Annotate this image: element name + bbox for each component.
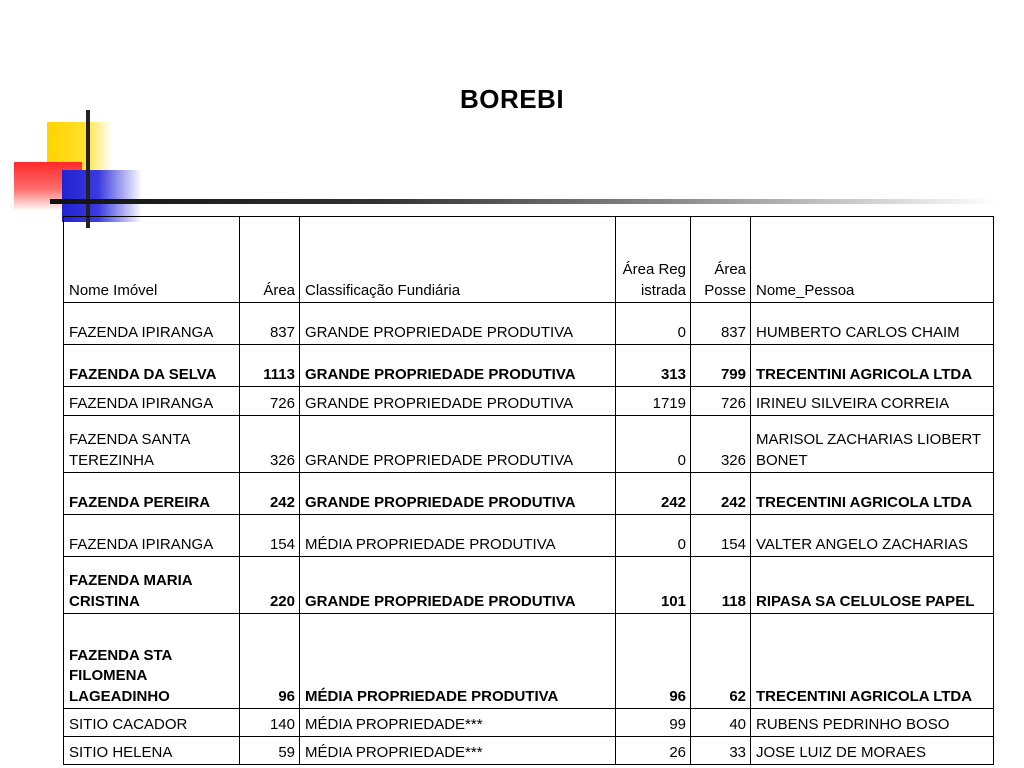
- table-row: [64, 416, 994, 473]
- header-nome-imovel: Nome Imóvel: [64, 217, 240, 303]
- cell-nome-pessoa: RIPASA SA CELULOSE PAPEL: [751, 557, 994, 614]
- cell-area: 242: [240, 473, 300, 515]
- cell-nome-imovel: SITIO HELENA: [64, 737, 240, 765]
- cell-area-registrada: 0: [616, 416, 691, 473]
- cell-classificacao: MÉDIA PROPRIEDADE***: [300, 737, 616, 765]
- cell-classificacao: MÉDIA PROPRIEDADE PRODUTIVA: [300, 515, 616, 557]
- header-area-registrada: Área Registrada: [616, 217, 691, 303]
- cell-nome-imovel: FAZENDA STA FILOMENA LAGEADINHO: [64, 614, 240, 709]
- cell-classificacao: GRANDE PROPRIEDADE PRODUTIVA: [300, 387, 616, 416]
- header-nome-pessoa: Nome_Pessoa: [751, 217, 994, 303]
- cell-area-posse: 154: [691, 515, 751, 557]
- cell-area: 1113: [240, 345, 300, 387]
- cell-nome-imovel: FAZENDA DA SELVA: [64, 345, 240, 387]
- table-row: [64, 515, 994, 557]
- cell-area-posse: 242: [691, 473, 751, 515]
- cell-nome-pessoa: RUBENS PEDRINHO BOSO: [751, 709, 994, 737]
- cell-area-registrada: 0: [616, 303, 691, 345]
- cell-nome-pessoa: TRECENTINI AGRICOLA LTDA: [751, 473, 994, 515]
- cell-nome-imovel: FAZENDA PEREIRA: [64, 473, 240, 515]
- header-row: [64, 217, 994, 303]
- cell-area-registrada: 313: [616, 345, 691, 387]
- cell-nome-pessoa: JOSE LUIZ DE MORAES: [751, 737, 994, 765]
- cell-area-posse: 799: [691, 345, 751, 387]
- page-title: BOREBI: [459, 84, 565, 114]
- cell-classificacao: MÉDIA PROPRIEDADE PRODUTIVA: [300, 614, 616, 709]
- header-classificacao: Classificação Fundiária: [300, 217, 616, 303]
- cell-area: 220: [240, 557, 300, 614]
- title-divider-line: [50, 199, 1000, 204]
- cell-nome-imovel: FAZENDA IPIRANGA: [64, 303, 240, 345]
- cell-area-registrada: 101: [616, 557, 691, 614]
- logo-blue-square: [62, 170, 142, 222]
- cell-nome-pessoa: MARISOL ZACHARIAS LIOBERT BONET: [751, 416, 994, 473]
- header-area: Área: [240, 217, 300, 303]
- table-row: [64, 345, 994, 387]
- cell-classificacao: MÉDIA PROPRIEDADE***: [300, 709, 616, 737]
- cell-area-posse: 118: [691, 557, 751, 614]
- table-row: [64, 737, 994, 765]
- cell-area: 59: [240, 737, 300, 765]
- cell-classificacao: GRANDE PROPRIEDADE PRODUTIVA: [300, 416, 616, 473]
- cell-nome-imovel: FAZENDA IPIRANGA: [64, 387, 240, 416]
- cell-classificacao: GRANDE PROPRIEDADE PRODUTIVA: [300, 303, 616, 345]
- cell-area-registrada: 96: [616, 614, 691, 709]
- table-row: [64, 473, 994, 515]
- cell-area: 326: [240, 416, 300, 473]
- cell-area-posse: 326: [691, 416, 751, 473]
- cell-area-posse: 62: [691, 614, 751, 709]
- cell-area: 837: [240, 303, 300, 345]
- logo-vertical-line: [86, 110, 90, 228]
- cell-nome-pessoa: HUMBERTO CARLOS CHAIM: [751, 303, 994, 345]
- cell-area-registrada: 1719: [616, 387, 691, 416]
- cell-classificacao: GRANDE PROPRIEDADE PRODUTIVA: [300, 345, 616, 387]
- cell-classificacao: GRANDE PROPRIEDADE PRODUTIVA: [300, 473, 616, 515]
- cell-nome-imovel: FAZENDA MARIA CRISTINA: [64, 557, 240, 614]
- cell-nome-pessoa: TRECENTINI AGRICOLA LTDA: [751, 345, 994, 387]
- cell-nome-imovel: FAZENDA SANTA TEREZINHA: [64, 416, 240, 473]
- table-row: [64, 303, 994, 345]
- header-area-posse: Área Posse: [691, 217, 751, 303]
- cell-area-posse: 40: [691, 709, 751, 737]
- cell-nome-pessoa: TRECENTINI AGRICOLA LTDA: [751, 614, 994, 709]
- table-row: [64, 709, 994, 737]
- cell-area: 96: [240, 614, 300, 709]
- cell-area-registrada: 99: [616, 709, 691, 737]
- cell-area: 726: [240, 387, 300, 416]
- cell-nome-pessoa: IRINEU SILVEIRA CORREIA: [751, 387, 994, 416]
- cell-area: 154: [240, 515, 300, 557]
- cell-area-posse: 726: [691, 387, 751, 416]
- cell-nome-imovel: FAZENDA IPIRANGA: [64, 515, 240, 557]
- cell-classificacao: GRANDE PROPRIEDADE PRODUTIVA: [300, 557, 616, 614]
- cell-area: 140: [240, 709, 300, 737]
- property-table: [63, 216, 994, 765]
- cell-nome-pessoa: VALTER ANGELO ZACHARIAS: [751, 515, 994, 557]
- cell-area-posse: 33: [691, 737, 751, 765]
- table-row: [64, 387, 994, 416]
- cell-area-registrada: 242: [616, 473, 691, 515]
- cell-area-registrada: 26: [616, 737, 691, 765]
- cell-nome-imovel: SITIO CACADOR: [64, 709, 240, 737]
- table-row: [64, 614, 994, 709]
- cell-area-posse: 837: [691, 303, 751, 345]
- cell-area-registrada: 0: [616, 515, 691, 557]
- table-row: [64, 557, 994, 614]
